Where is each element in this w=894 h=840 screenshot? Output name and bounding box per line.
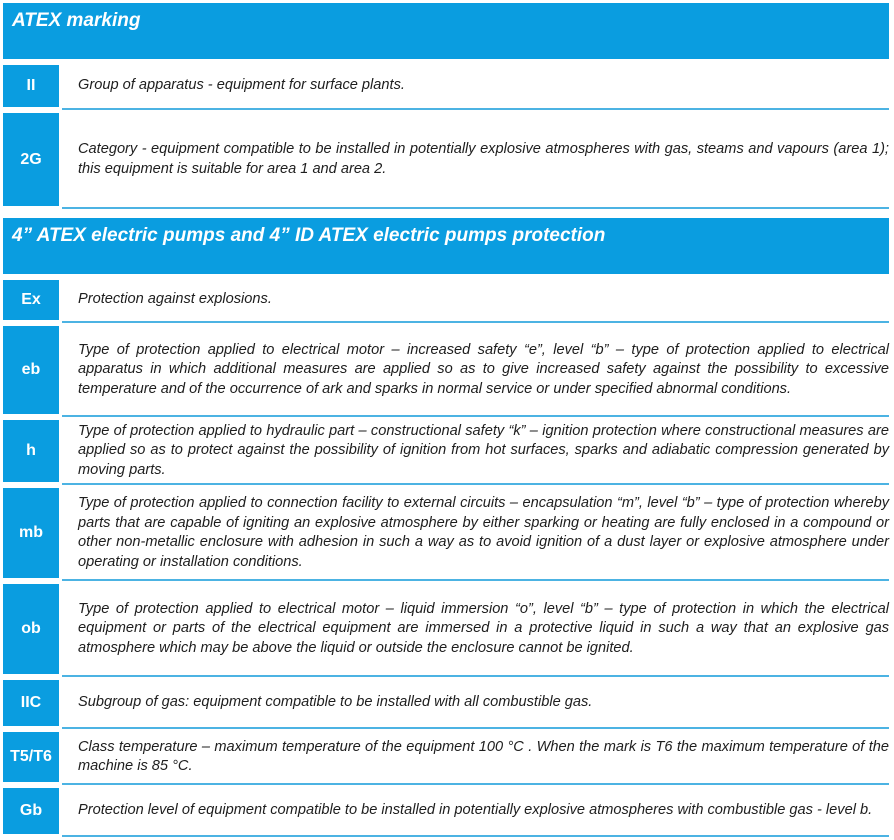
marking-code: ob — [3, 584, 59, 674]
row-divider — [62, 675, 889, 677]
table-row — [3, 420, 889, 482]
row-divider — [62, 783, 889, 785]
marking-description-cell — [78, 65, 889, 107]
section-header-protection — [3, 218, 889, 274]
section-title: ATEX marking — [12, 10, 141, 31]
marking-description: Class temperature – maximum temperature of the equipment 100 °C . When the mark is T6 the maximum temperature of the machine is 85 °C. — [78, 738, 889, 774]
marking-code: T5/T6 — [3, 732, 59, 782]
table-row — [3, 280, 889, 320]
marking-description: Type of protection applied to electrical motor – liquid immersion “o”, level “b” – type of protection in which the electrical equipment or parts of the electrical equipment are immersed in a protective liquid in such a way that an explosive gas atmosphere which may be above the liquid or outside the enclosure cannot be ignited. — [78, 600, 889, 656]
marking-description: Subgroup of gas: equipment compatible to be installed with all combustible gas. — [78, 694, 593, 711]
marking-description: Type of protection applied to connection facility to external circuits – encapsulation “m”, level “b” – type of protection whereby parts that are capable of igniting an explosive atmosphere by either sparking or heating are fully enclosed in a compound or other non-metallic enclosure with adhesion in such a way as to avoid ignition of a dust layer or explosive atmosphere under operating or installation conditions. — [78, 495, 889, 570]
table-row — [3, 65, 889, 107]
row-divider — [62, 483, 889, 485]
marking-description-cell — [78, 326, 889, 414]
table-row — [3, 488, 889, 578]
row-divider — [62, 415, 889, 417]
table-row — [3, 326, 889, 414]
row-divider — [62, 835, 889, 837]
marking-description-cell — [78, 280, 889, 320]
marking-description: Group of apparatus - equipment for surface plants. — [78, 77, 405, 94]
marking-description-cell — [78, 680, 889, 726]
table-row — [3, 113, 889, 206]
marking-description-cell — [78, 113, 889, 206]
row-divider — [62, 108, 889, 110]
marking-code: Ex — [3, 280, 59, 320]
marking-description-cell — [78, 420, 889, 482]
row-divider — [62, 579, 889, 581]
marking-description: Type of protection applied to electrical motor – increased safety “e”, level “b” – type of protection applied to electrical apparatus in which additional measures are applied so as to give increased safety against the possibility to excessive temperature and of the occurrence of ark and sparks in normal service or under specified abnormal conditions. — [78, 341, 889, 397]
marking-code: h — [3, 420, 59, 482]
marking-description: Category - equipment compatible to be installed in potentially explosive atmospheres with gas, steams and vapours (area 1); this equipment is suitable for area 1 and area 2. — [78, 141, 889, 177]
table-row — [3, 584, 889, 674]
marking-description: Protection against explosions. — [78, 291, 272, 308]
marking-code: Gb — [3, 788, 59, 834]
row-divider — [62, 727, 889, 729]
marking-description-cell — [78, 732, 889, 782]
table-row — [3, 732, 889, 782]
marking-code: IIC — [3, 680, 59, 726]
table-row — [3, 788, 889, 834]
row-divider — [62, 207, 889, 209]
section-title: 4” ATEX electric pumps and 4” ID ATEX electric pumps protection — [12, 225, 606, 246]
marking-description-cell — [78, 584, 889, 674]
marking-description-cell — [78, 788, 889, 834]
marking-code: II — [3, 65, 59, 107]
section-header-atex-marking — [3, 3, 889, 59]
marking-description: Protection level of equipment compatible to be installed in potentially explosive atmospheres with combustible gas - level b. — [78, 802, 873, 819]
marking-description-cell — [78, 488, 889, 578]
marking-code: mb — [3, 488, 59, 578]
table-row — [3, 680, 889, 726]
marking-code: 2G — [3, 113, 59, 206]
marking-code: eb — [3, 326, 59, 414]
row-divider — [62, 321, 889, 323]
marking-description: Type of protection applied to hydraulic part – constructional safety “k” – ignition protection where constructional measures are applied so as to protect against the possibility of ignition from hot surfaces, sparks and adiabatic compression generated by moving parts. — [78, 422, 889, 478]
